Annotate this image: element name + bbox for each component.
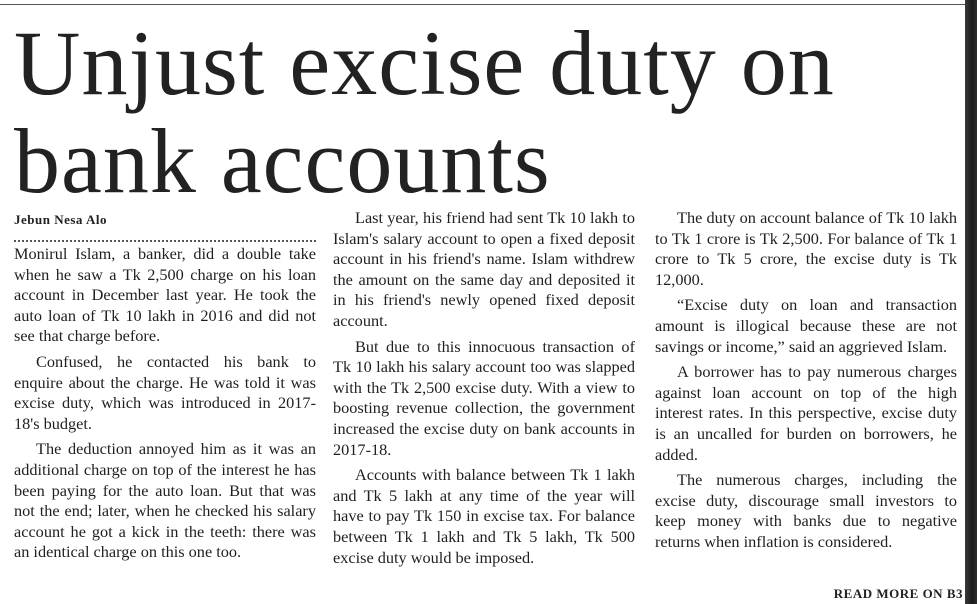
paragraph: But due to this innocuous transaction of Tk 10 lakh his salary account too was slapped with the Tk 2,500 excise duty. With a view to boosting revenue collection, the government increased the excise duty on bank accounts in 2017-18.: [333, 336, 635, 459]
paragraph: “Excise duty on loan and transaction amount is illogical because these are not savings or income,” said an aggrieved Islam.: [655, 295, 957, 356]
paragraph: Accounts with balance between Tk 1 lakh and Tk 5 lakh at any time of the year will have to pay Tk 150 in excise tax. For balance between Tk 1 lakh and Tk 5 lakh, Tk 500 excise duty would be imposed.: [333, 465, 635, 567]
top-rule: [0, 4, 968, 5]
article-column-3: [655, 208, 957, 558]
paragraph: The deduction annoyed him as it was an additional charge on top of the interest he has been paying for the auto loan. But that was not the end; later, when he checked his salary account he got a kick in the teeth: there was an identical charge on this one too.: [14, 439, 316, 562]
paragraph: The duty on account balance of Tk 10 lakh to Tk 1 crore is Tk 2,500. For balance of Tk 1 crore to Tk 5 crore, the excise duty is Tk 12,000.: [655, 208, 957, 289]
headline: Unjust excise duty on bank accounts: [14, 12, 835, 212]
article-column-1: [14, 244, 316, 568]
paragraph: Last year, his friend had sent Tk 10 lakh to Islam's salary account to open a fixed deposit account in his friend's name. Islam withdrew the amount on the same day and deposited it in his friend's newly opened fixed deposit account.: [333, 208, 635, 330]
byline-divider: [14, 240, 316, 242]
byline: Jebun Nesa Alo: [14, 212, 107, 227]
page-edge-bar: [965, 0, 977, 604]
paragraph: Monirul Islam, a banker, did a double take when he saw a Tk 2,500 charge on his loan account in December last year. He took the auto loan of Tk 10 lakh in 2016 and did not see that charge before.: [14, 244, 316, 346]
paragraph: Confused, he contacted his bank to enquire about the charge. He was told it was excise duty, which was introduced in 2017-18's budget.: [14, 351, 316, 433]
article-column-2: [333, 208, 635, 573]
paragraph: A borrower has to pay numerous charges against loan account on top of the high interest rates. In this perspective, excise duty is an uncalled for burden on borrowers, he added.: [655, 362, 957, 464]
paragraph: The numerous charges, including the excise duty, discourage small investors to keep money with banks due to negative returns when inflation is considered.: [655, 470, 957, 551]
read-more-link[interactable]: READ MORE ON B3: [833, 586, 963, 601]
